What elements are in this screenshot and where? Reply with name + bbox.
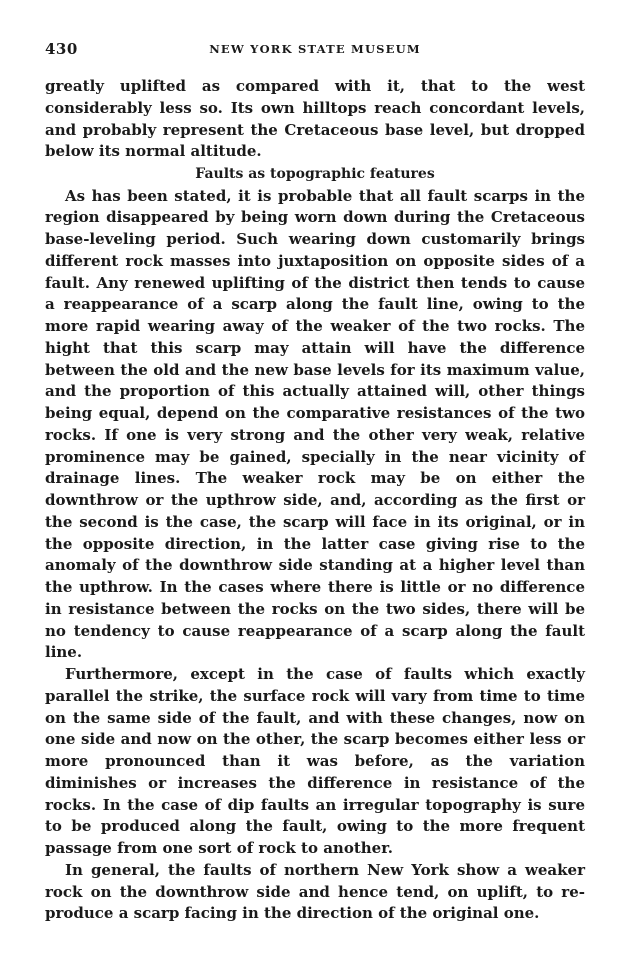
running-title: NEW YORK STATE MUSEUM — [209, 42, 421, 56]
page-number: 430 — [45, 40, 78, 58]
section-heading: Faults as topographic features — [195, 166, 435, 182]
body-text — [45, 76, 585, 925]
paragraph-fault-scarps: As has been stated, it is probable that all fault scarps in the region disappeared by being worn down during the Cretaceous base-leveling period. Such wearing down customarily brings different rock masses into juxtaposition on opposite sides of a fault. Any renewed uplifting of the district then tends to cause a reappearance of a scarp along the fault line, owing to the more rapid wearing away of the weaker of the two rocks. The hight that this scarp may attain will have the difference between the old and the new base levels for its maximum value, and the proportion of this actually attained will, other things being equal, depend on the comparative resistances of the two rocks. If one is very strong and the other very weak, relative prominence may be gained, specially in the near vicinity of drainage lines. The weaker rock may be on either the downthrow or the upthrow side, and, according as the first or the second is the case, the scarp will face in its original, or in the opposite direction, in the latter case giving rise to the anomaly of the downthrow side standing at a higher level than the upthrow. In the cases where there is little or no difference in resistance between the rocks on the two sides, there will be no tendency to cause reappearance of a scarp along the fault line. — [45, 186, 585, 662]
paragraph-in-general: In general, the faults of northern New York show a weaker rock on the downthrow side and hence tend, on uplift, to reproduce a scarp facing in the direction of the original one. — [45, 860, 585, 923]
paragraph-continuation: greatly uplifted as compared with it, that to the west considerably less so. Its own hilltops reach concordant levels, and probably represent the Cretaceous base level, but dropped below its normal altitude. — [45, 77, 585, 161]
paragraph-furthermore: Furthermore, except in the case of faults which exactly parallel the strike, the surface rock will vary from time to time on the same side of the fault, and with these changes, now on one side and now on the other, the scarp becomes either less or more pronounced than it was before, as the variation diminishes or increases the difference in resistance of the rocks. In the case of dip faults an irregular topography is sure to be produced along the fault, owing to the more frequent passage from one sort of rock to another. — [45, 665, 585, 857]
running-head — [45, 40, 585, 60]
